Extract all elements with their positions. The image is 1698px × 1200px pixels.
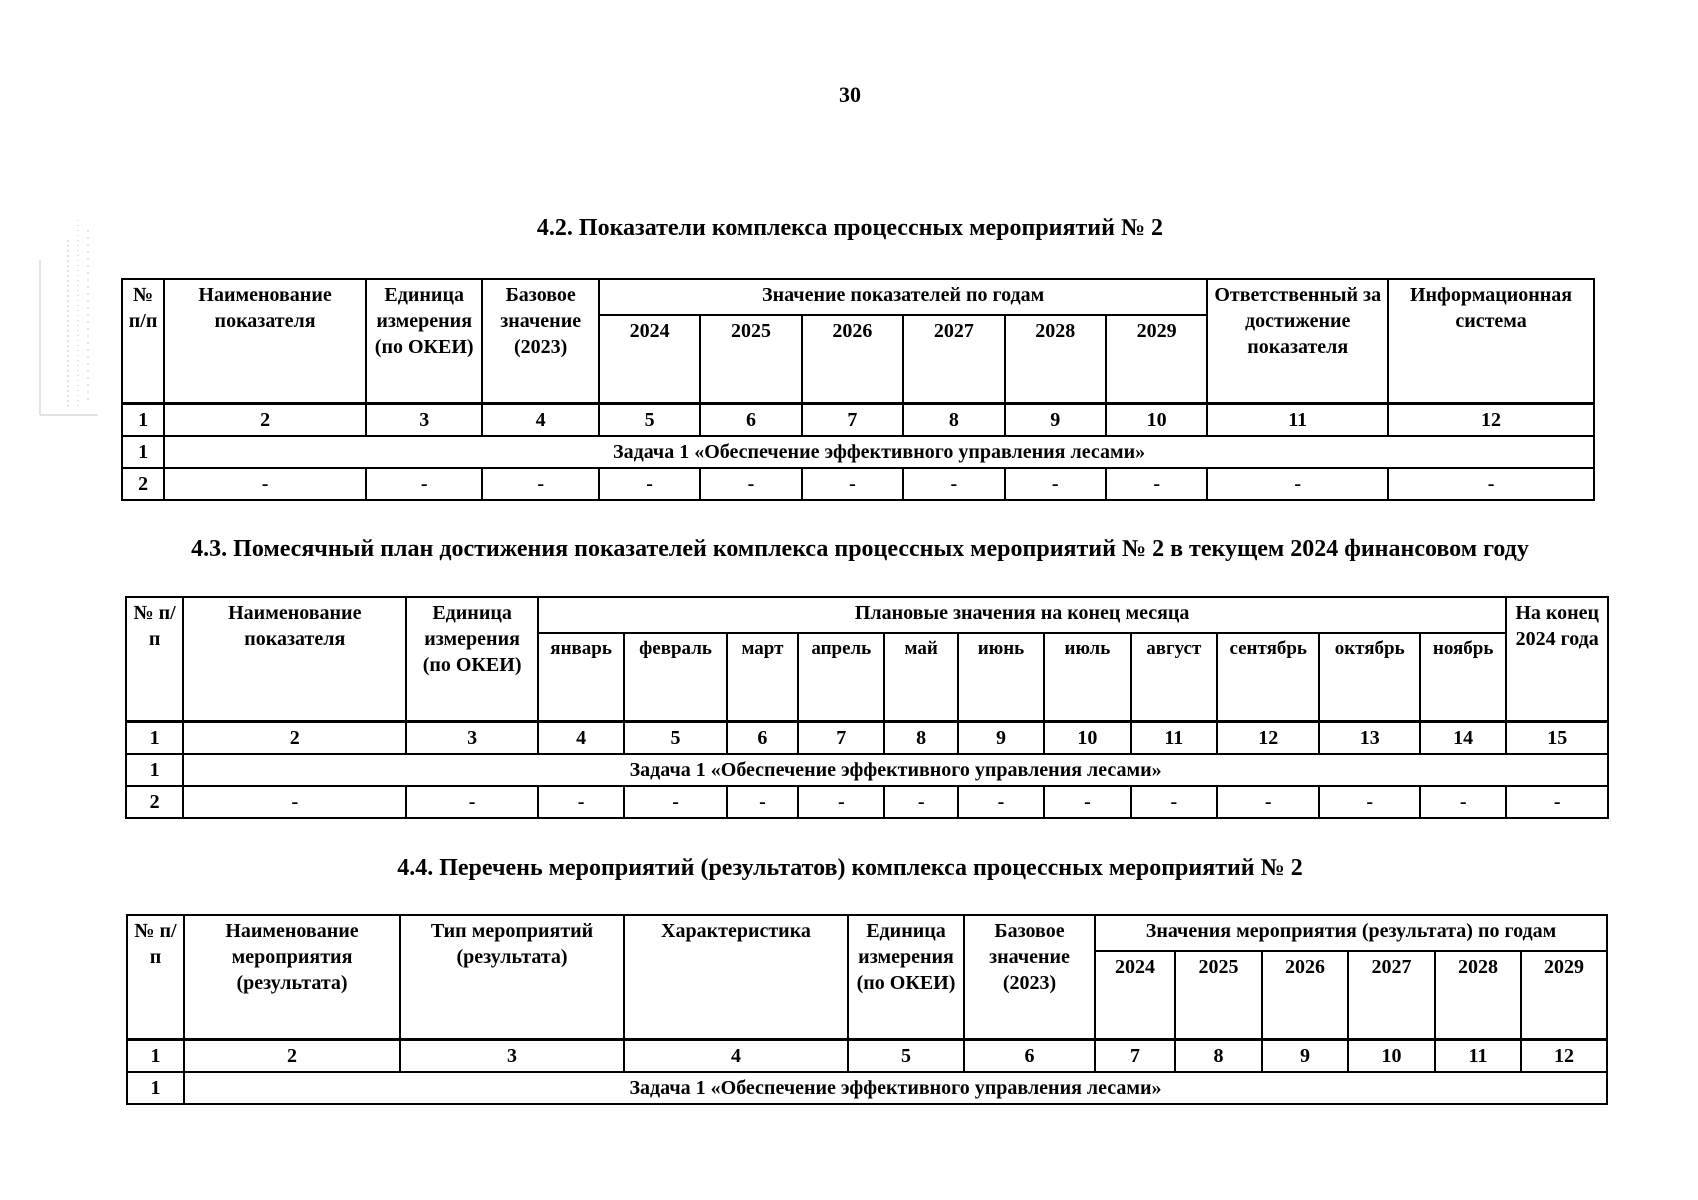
col-number: 2 bbox=[183, 722, 406, 755]
header-month: июль bbox=[1044, 633, 1130, 721]
table-cell: - bbox=[183, 786, 406, 818]
col-number: 15 bbox=[1506, 722, 1608, 755]
col-number: 2 bbox=[164, 404, 366, 437]
header-year: 2025 bbox=[700, 315, 801, 403]
monthly-plan-table bbox=[125, 596, 1609, 819]
table-cell: - bbox=[1106, 468, 1207, 500]
col-number: 4 bbox=[482, 404, 598, 437]
header-month: август bbox=[1131, 633, 1217, 721]
header-unit: Единица измерения (по ОКЕИ) bbox=[406, 597, 538, 722]
col-number: 7 bbox=[1095, 1040, 1175, 1073]
table-cell: - bbox=[903, 468, 1004, 500]
col-number: 10 bbox=[1348, 1040, 1435, 1073]
table-cell: 2 bbox=[126, 786, 183, 818]
col-number: 12 bbox=[1521, 1040, 1607, 1073]
header-type: Тип мероприятий (результата) bbox=[400, 915, 624, 1040]
col-number: 1 bbox=[122, 404, 164, 437]
col-number: 8 bbox=[903, 404, 1004, 437]
header-year: 2026 bbox=[1262, 951, 1348, 1039]
table-cell: - bbox=[1420, 786, 1506, 818]
table-cell: - bbox=[700, 468, 801, 500]
measures-table bbox=[126, 914, 1608, 1105]
col-number: 5 bbox=[848, 1040, 964, 1073]
header-name: Наименование показателя bbox=[183, 597, 406, 722]
table-cell: - bbox=[1044, 786, 1130, 818]
col-number: 8 bbox=[884, 722, 957, 755]
header-year: 2028 bbox=[1005, 315, 1106, 403]
table-cell: - bbox=[599, 468, 700, 500]
task-row-num: 1 bbox=[127, 1072, 184, 1104]
header-year: 2026 bbox=[802, 315, 903, 403]
header-values-group: Значение показателей по годам bbox=[599, 279, 1207, 315]
header-month: апрель bbox=[798, 633, 884, 721]
table-cell: - bbox=[164, 468, 366, 500]
col-number: 1 bbox=[127, 1040, 184, 1073]
table-cell: - bbox=[406, 786, 538, 818]
col-number: 11 bbox=[1207, 404, 1388, 437]
header-responsible: Ответственный за достижение показателя bbox=[1207, 279, 1388, 404]
header-num: № п/п bbox=[127, 915, 184, 1040]
col-number: 5 bbox=[624, 722, 726, 755]
task-row-text: Задача 1 «Обеспечение эффективного управления лесами» bbox=[164, 436, 1594, 468]
task-row-num: 1 bbox=[126, 754, 183, 786]
scan-artifact-stamp bbox=[38, 200, 100, 420]
col-number: 2 bbox=[184, 1040, 400, 1073]
col-number: 3 bbox=[406, 722, 538, 755]
col-number: 13 bbox=[1319, 722, 1419, 755]
table-cell: - bbox=[366, 468, 482, 500]
col-number: 1 bbox=[126, 722, 183, 755]
header-month: сентябрь bbox=[1217, 633, 1319, 721]
table-cell: 2 bbox=[122, 468, 164, 500]
header-year: 2027 bbox=[1348, 951, 1435, 1039]
header-name: Наименование показателя bbox=[164, 279, 366, 404]
header-system: Информационная система bbox=[1388, 279, 1594, 404]
header-plan-group: Плановые значения на конец месяца bbox=[538, 597, 1506, 633]
table-cell: - bbox=[884, 786, 957, 818]
col-number: 4 bbox=[624, 1040, 848, 1073]
header-month: февраль bbox=[624, 633, 726, 721]
col-number: 10 bbox=[1044, 722, 1130, 755]
section-4-4-title: 4.4. Перечень мероприятий (результатов) комплекса процессных мероприятий № 2 bbox=[397, 855, 1303, 881]
page-number: 30 bbox=[839, 82, 861, 107]
col-number: 3 bbox=[400, 1040, 624, 1073]
table-cell: - bbox=[1005, 468, 1106, 500]
header-values-group: Значения мероприятия (результата) по годам bbox=[1095, 915, 1607, 951]
table-cell: - bbox=[802, 468, 903, 500]
header-month: июнь bbox=[958, 633, 1044, 721]
col-number: 9 bbox=[1005, 404, 1106, 437]
header-year: 2025 bbox=[1175, 951, 1262, 1039]
table-cell: - bbox=[727, 786, 798, 818]
col-number: 5 bbox=[599, 404, 700, 437]
header-year: 2024 bbox=[1095, 951, 1175, 1039]
header-year: 2028 bbox=[1435, 951, 1521, 1039]
header-num: № п/п bbox=[122, 279, 164, 404]
section-4-3-title: 4.3. Помесячный план достижения показателей комплекса процессных мероприятий № 2 в текущем 2024 финансовом году bbox=[191, 536, 1529, 562]
col-number: 6 bbox=[727, 722, 798, 755]
header-year: 2024 bbox=[599, 315, 700, 403]
col-number: 9 bbox=[1262, 1040, 1348, 1073]
table-cell: - bbox=[1207, 468, 1388, 500]
col-number: 9 bbox=[958, 722, 1044, 755]
header-characteristic: Характеристика bbox=[624, 915, 848, 1040]
task-row-text: Задача 1 «Обеспечение эффективного управления лесами» bbox=[184, 1072, 1607, 1104]
header-unit: Единица измерения (по ОКЕИ) bbox=[848, 915, 964, 1040]
table-cell: - bbox=[624, 786, 726, 818]
header-base: Базовое значение (2023) bbox=[482, 279, 598, 404]
section-4-2-title: 4.2. Показатели комплекса процессных мероприятий № 2 bbox=[536, 215, 1164, 241]
header-year: 2029 bbox=[1106, 315, 1207, 403]
header-year: 2029 bbox=[1521, 951, 1607, 1039]
header-month: октябрь bbox=[1319, 633, 1419, 721]
col-number: 11 bbox=[1131, 722, 1217, 755]
col-number: 10 bbox=[1106, 404, 1207, 437]
col-number: 6 bbox=[700, 404, 801, 437]
col-number: 8 bbox=[1175, 1040, 1262, 1073]
col-number: 12 bbox=[1388, 404, 1594, 437]
col-number: 6 bbox=[964, 1040, 1095, 1073]
header-unit: Единица измерения (по ОКЕИ) bbox=[366, 279, 482, 404]
col-number: 7 bbox=[802, 404, 903, 437]
header-month: март bbox=[727, 633, 798, 721]
table-cell: - bbox=[1388, 468, 1594, 500]
col-number: 4 bbox=[538, 722, 624, 755]
table-cell: - bbox=[482, 468, 598, 500]
header-num: № п/п bbox=[126, 597, 183, 722]
table-cell: - bbox=[1506, 786, 1608, 818]
task-row-text: Задача 1 «Обеспечение эффективного управления лесами» bbox=[183, 754, 1608, 786]
table-cell: - bbox=[538, 786, 624, 818]
header-name: Наименование мероприятия (результата) bbox=[184, 915, 400, 1040]
col-number: 3 bbox=[366, 404, 482, 437]
table-cell: - bbox=[798, 786, 884, 818]
indicators-table bbox=[121, 278, 1595, 501]
col-number: 12 bbox=[1217, 722, 1319, 755]
header-month: январь bbox=[538, 633, 624, 721]
col-number: 14 bbox=[1420, 722, 1506, 755]
header-year-end: На конец 2024 года bbox=[1506, 597, 1608, 722]
table-cell: - bbox=[958, 786, 1044, 818]
table-cell: - bbox=[1319, 786, 1419, 818]
header-base: Базовое значение (2023) bbox=[964, 915, 1095, 1040]
header-month: ноябрь bbox=[1420, 633, 1506, 721]
table-cell: - bbox=[1217, 786, 1319, 818]
task-row-num: 1 bbox=[122, 436, 164, 468]
col-number: 7 bbox=[798, 722, 884, 755]
header-year: 2027 bbox=[903, 315, 1004, 403]
table-cell: - bbox=[1131, 786, 1217, 818]
col-number: 11 bbox=[1435, 1040, 1521, 1073]
header-month: май bbox=[884, 633, 957, 721]
